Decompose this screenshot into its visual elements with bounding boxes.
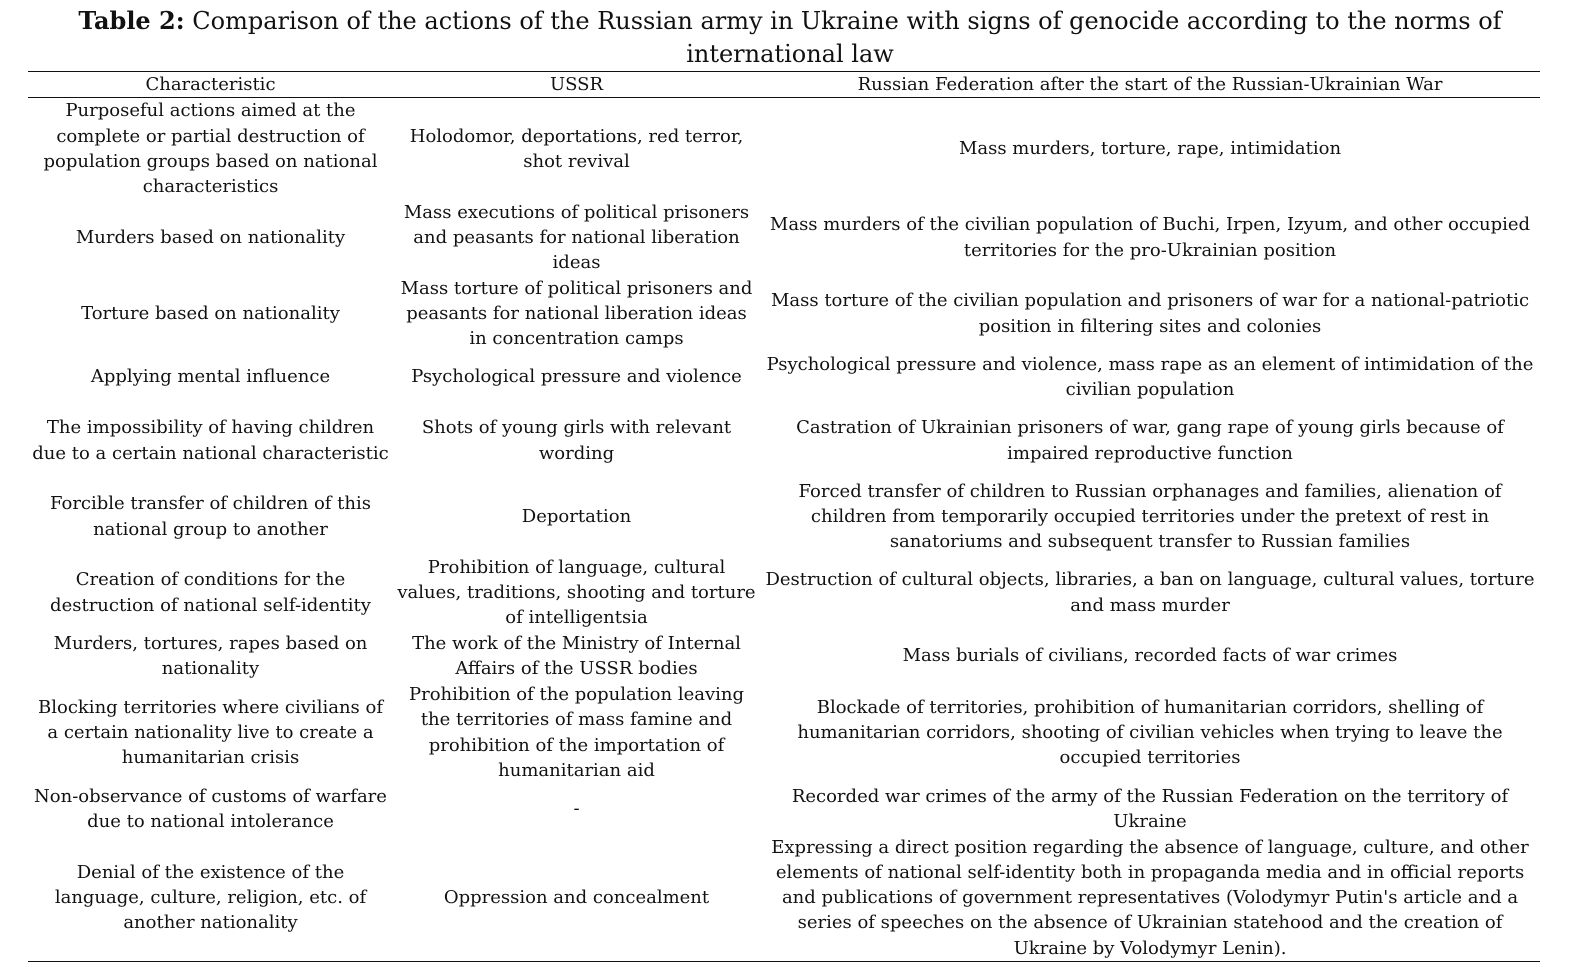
- cell-ussr: Mass executions of political prisoners and peasants for national liberation ideas: [403, 201, 750, 274]
- cell-ussr: Prohibition of the population leaving the territories of mass famine and prohibition of the importation of humanitarian aid: [408, 684, 745, 781]
- cell-ussr: -: [573, 798, 580, 820]
- table-row: [28, 276, 1540, 352]
- column-header-russian-federation: Russian Federation after the start of the Russian-Ukrainian War: [760, 72, 1540, 98]
- table-row: [28, 631, 1540, 682]
- table-row: [28, 479, 1540, 555]
- table-row: [28, 555, 1540, 631]
- cell-russian-federation: Destruction of cultural objects, libraries, a ban on language, cultural values, torture and mass murder: [765, 569, 1535, 616]
- cell-ussr: The work of the Ministry of Internal Affairs of the USSR bodies: [412, 632, 741, 679]
- comparison-table: [28, 71, 1540, 962]
- cell-russian-federation: Expressing a direct position regarding the absence of language, culture, and other elements of national self-identity both in propaganda media and in official reports and publications of government representatives (Volodymyr Putin's article and a series of speeches on the absence of Ukrainian statehood and the creation of Ukraine by Volodymyr Lenin).: [771, 836, 1529, 959]
- column-header-ussr: USSR: [393, 72, 760, 98]
- cell-characteristic: Applying mental influence: [90, 366, 331, 388]
- cell-ussr: Shots of young girls with relevant wording: [421, 417, 732, 464]
- cell-ussr: Deportation: [521, 505, 632, 527]
- cell-russian-federation: Mass murders of the civilian population of Buchi, Irpen, Izyum, and other occupied territories for the pro-Ukrainian position: [769, 214, 1531, 261]
- cell-characteristic: Purposeful actions aimed at the complete or partial destruction of population groups based on national characteristics: [43, 100, 378, 197]
- cell-characteristic: Denial of the existence of the language, culture, religion, etc. of another nationality: [54, 861, 367, 934]
- table-row: [28, 682, 1540, 784]
- cell-characteristic: Forcible transfer of children of this national group to another: [49, 493, 372, 540]
- cell-ussr: Mass torture of political prisoners and peasants for national liberation ideas in concentration camps: [400, 277, 753, 350]
- cell-characteristic: Torture based on nationality: [81, 302, 340, 324]
- caption-label: Table 2:: [78, 6, 185, 35]
- cell-characteristic: Murders, tortures, rapes based on nationality: [53, 632, 368, 679]
- cell-russian-federation: Forced transfer of children to Russian orphanages and families, alienation of children from temporarily occupied territories under the pretext of rest in sanatoriums and subsequent transfer to Russian families: [798, 480, 1502, 553]
- table-row: [28, 352, 1540, 403]
- cell-characteristic: The impossibility of having children due to a certain national characteristic: [32, 417, 389, 464]
- cell-ussr: Psychological pressure and violence: [411, 366, 742, 388]
- table-caption: [20, 4, 1560, 71]
- cell-characteristic: Murders based on nationality: [75, 226, 346, 248]
- table-row: [28, 835, 1540, 962]
- cell-characteristic: Creation of conditions for the destruction of national self-identity: [50, 569, 371, 616]
- cell-russian-federation: Mass murders, torture, rape, intimidation: [958, 138, 1342, 160]
- table-header-row: [28, 72, 1540, 98]
- cell-russian-federation: Psychological pressure and violence, mass rape as an element of intimidation of the civilian population: [766, 353, 1534, 400]
- cell-characteristic: Blocking territories where civilians of a certain nationality live to create a humanitarian crisis: [38, 696, 383, 769]
- cell-ussr: Prohibition of language, cultural values, traditions, shooting and torture of intelligentsia: [397, 556, 756, 629]
- table-row: [28, 784, 1540, 835]
- cell-russian-federation: Blockade of territories, prohibition of humanitarian corridors, shelling of humanitarian corridors, shooting of civilian vehicles when trying to leave the occupied territories: [797, 696, 1503, 769]
- cell-ussr: Oppression and concealment: [443, 887, 710, 909]
- column-header-characteristic: Characteristic: [28, 72, 393, 98]
- cell-russian-federation: Mass burials of civilians, recorded facts of war crimes: [902, 645, 1398, 667]
- cell-ussr: Holodomor, deportations, red terror, shot revival: [409, 125, 744, 172]
- table-row: [28, 403, 1540, 479]
- cell-russian-federation: Recorded war crimes of the army of the Russian Federation on the territory of Ukraine: [791, 785, 1509, 832]
- cell-characteristic: Non-observance of customs of warfare due to national intolerance: [34, 785, 387, 832]
- table-row: [28, 98, 1540, 200]
- table-row: [28, 200, 1540, 276]
- cell-russian-federation: Mass torture of the civilian population and prisoners of war for a national-patriotic position in filtering sites and colonies: [770, 290, 1530, 337]
- caption-text: Comparison of the actions of the Russian army in Ukraine with signs of genocide according to the norms of international law: [184, 7, 1502, 68]
- cell-russian-federation: Castration of Ukrainian prisoners of war, gang rape of young girls because of impaired reproductive function: [796, 417, 1504, 464]
